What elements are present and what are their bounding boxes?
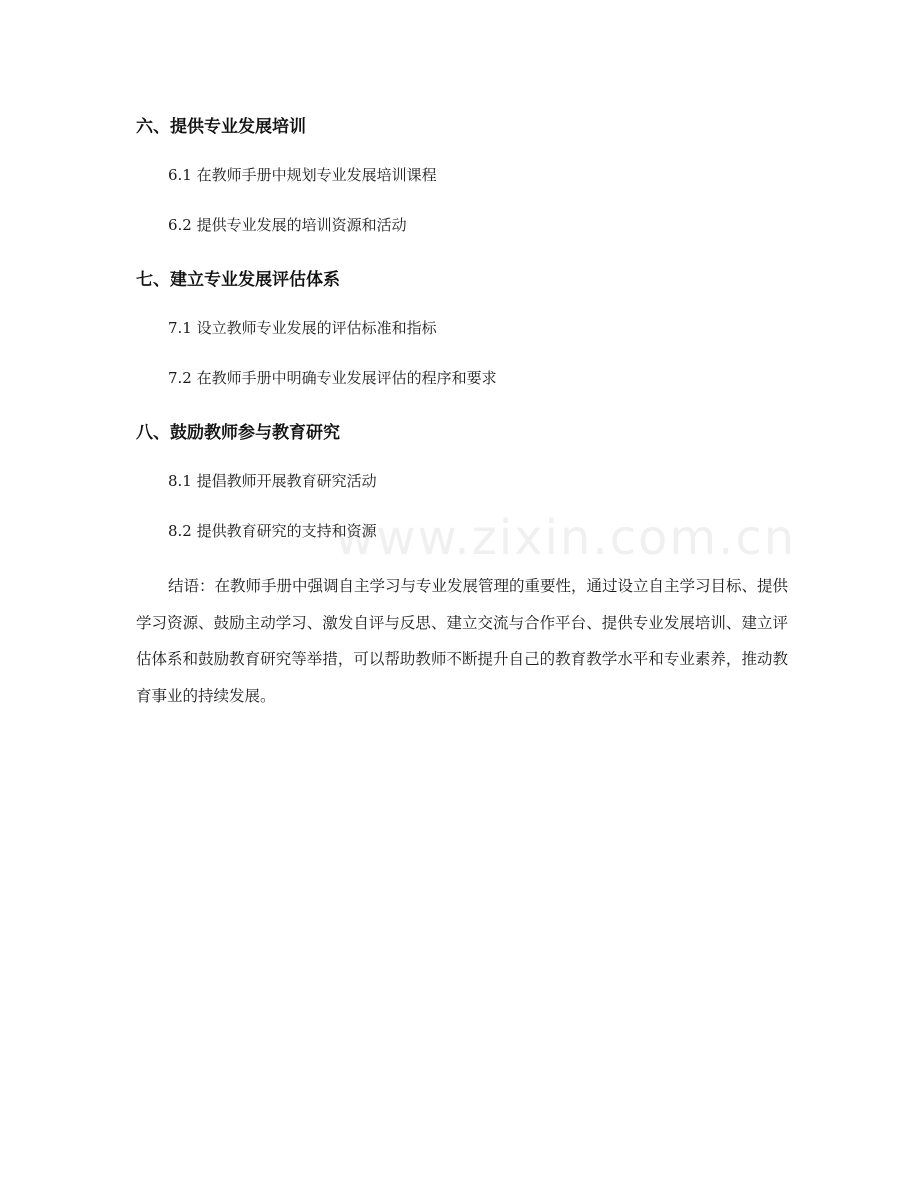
item-6-1: 6.1 在教师手册中规划专业发展培训课程 xyxy=(168,166,437,184)
item-7-1: 7.1 设立教师专业发展的评估标准和指标 xyxy=(168,319,437,337)
item-8-1: 8.1 提倡教师开展教育研究活动 xyxy=(168,472,377,490)
item-7-2: 7.2 在教师手册中明确专业发展评估的程序和要求 xyxy=(168,369,497,387)
watermark: www.zixin.com.cn xyxy=(335,510,797,566)
section-7-heading: 七、建立专业发展评估体系 xyxy=(136,270,340,290)
item-6-2: 6.2 提供专业发展的培训资源和活动 xyxy=(168,216,407,234)
section-8-heading: 八、鼓励教师参与教育研究 xyxy=(136,423,340,443)
conclusion-paragraph: 结语：在教师手册中强调自主学习与专业发展管理的重要性，通过设立自主学习目标、提供学习资源、鼓励主动学习、激发自评与反思、建立交流与合作平台、提供专业发展培训、建立评估体系和鼓励教育研究等举措，可以帮助教师不断提升自己的教育教学水平和专业素养，推动教育事业的持续发展。 xyxy=(136,577,789,705)
item-8-2: 8.2 提供教育研究的支持和资源 xyxy=(168,522,377,540)
section-6-heading: 六、提供专业发展培训 xyxy=(136,117,306,137)
